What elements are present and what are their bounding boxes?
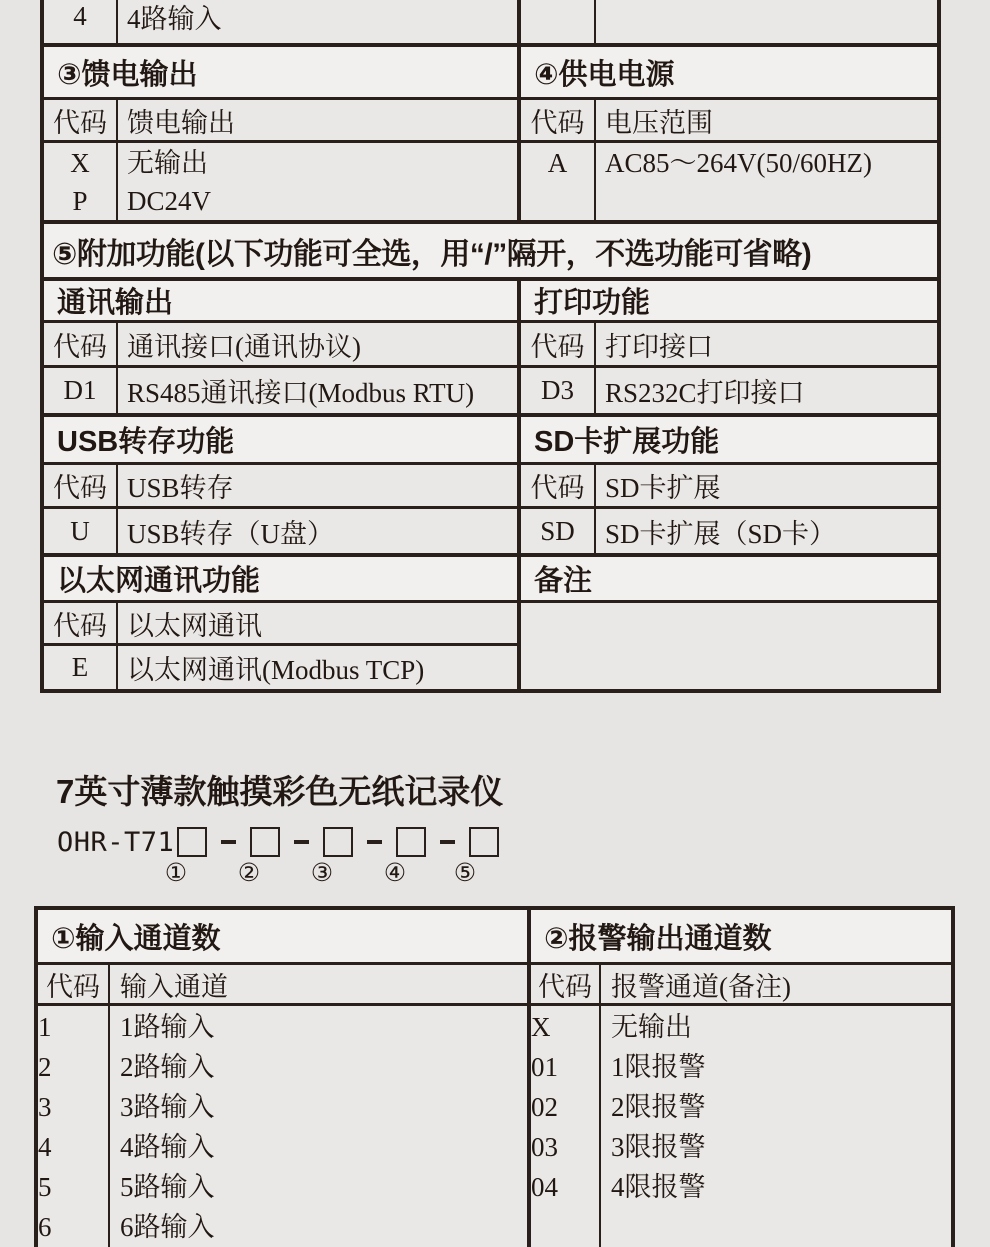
- code-value: 03: [531, 1132, 558, 1162]
- code-header: 代码: [44, 320, 116, 365]
- desc-values: [116, 140, 517, 220]
- desc-value: 4路输入: [120, 1132, 215, 1162]
- code-values: [38, 1003, 108, 1247]
- data-row-group: [44, 140, 937, 220]
- data-row: [44, 365, 937, 413]
- desc-value: 3限报警: [611, 1132, 706, 1162]
- data-row: [44, 643, 937, 689]
- section-title-sd-expansion: SD卡扩展功能: [517, 413, 937, 462]
- section-title-addon-functions: ⑤附加功能(以下功能可全选，用“/”隔开，不选功能可省略): [44, 220, 937, 277]
- desc-value: RS485通讯接口(Modbus RTU): [116, 365, 517, 413]
- desc-cell: 4路输入: [116, 0, 517, 43]
- code-header: 代码: [44, 462, 116, 506]
- data-row-group: [38, 1003, 951, 1247]
- dash-separator: [294, 840, 309, 844]
- position-label-3: ③: [310, 860, 334, 887]
- desc-value: USB转存（U盘）: [116, 506, 517, 553]
- desc-value: 4限报警: [611, 1172, 706, 1202]
- desc-cell-empty: [594, 0, 937, 43]
- desc-values: [108, 1003, 527, 1247]
- code-value: X: [531, 1012, 551, 1042]
- code-value: 5: [38, 1172, 52, 1202]
- section-header-row: [44, 220, 937, 277]
- desc-header: 通讯接口(通讯协议): [116, 320, 517, 365]
- code-cell-empty: [517, 0, 594, 43]
- desc-value: 3路输入: [120, 1092, 215, 1122]
- section-header-row: [44, 43, 937, 97]
- code-value: D3: [517, 365, 594, 413]
- model-prefix: OHR-T71: [57, 826, 175, 858]
- code-value: 1: [38, 1012, 52, 1042]
- section-title-alarm-channels: ②报警输出通道数: [527, 910, 951, 962]
- code-value: D1: [44, 365, 116, 413]
- desc-header: 以太网通讯: [116, 600, 517, 643]
- section-title-remarks: 备注: [517, 553, 937, 600]
- model-slot-box-3: [323, 827, 353, 857]
- desc-value: AC85～264V(50/60HZ): [605, 148, 872, 178]
- dash-separator: [221, 840, 236, 844]
- desc-value: 5路输入: [120, 1172, 215, 1202]
- code-value: 01: [531, 1052, 558, 1082]
- position-label-4: ④: [383, 860, 407, 887]
- desc-values: [599, 1003, 951, 1247]
- desc-value: 2路输入: [120, 1052, 215, 1082]
- desc-header: 报警通道(备注): [599, 962, 951, 1003]
- code-values: [527, 1003, 599, 1247]
- desc-value: 2限报警: [611, 1092, 706, 1122]
- desc-value: 以太网通讯(Modbus TCP): [116, 643, 517, 689]
- ordering-table-lower: [34, 906, 955, 1247]
- model-slot-box-5: [469, 827, 499, 857]
- column-header-row: [44, 462, 937, 506]
- desc-header: USB转存: [116, 462, 517, 506]
- model-slot-box-1: [177, 827, 207, 857]
- desc-value: 1路输入: [120, 1012, 215, 1042]
- dash-separator: [367, 840, 382, 844]
- code-header: 代码: [517, 97, 594, 140]
- position-label-1: ①: [164, 860, 188, 887]
- section-header-row: [44, 553, 937, 600]
- section-title-input-channels: ①输入通道数: [38, 910, 527, 962]
- desc-value: 1限报警: [611, 1052, 706, 1082]
- section-header-row: [44, 277, 937, 320]
- code-header: 代码: [517, 320, 594, 365]
- desc-header: 输入通道: [108, 962, 527, 1003]
- section-title-feed-output: ③馈电输出: [44, 43, 517, 97]
- code-value: P: [72, 186, 88, 216]
- model-slot-box-2: [250, 827, 280, 857]
- code-header: 代码: [517, 462, 594, 506]
- position-label-5: ⑤: [453, 860, 477, 887]
- section-header-row: [44, 413, 937, 462]
- section-title-usb-transfer: USB转存功能: [44, 413, 517, 462]
- ordering-table-upper: [40, 0, 941, 693]
- data-row: [44, 506, 937, 553]
- section-title-ethernet: 以太网通讯功能: [44, 553, 517, 600]
- code-value: X: [70, 148, 90, 178]
- product-title: 7英寸薄款触摸彩色无纸记录仪: [56, 773, 504, 810]
- desc-header: SD卡扩展: [594, 462, 937, 506]
- section-title-comm-output: 通讯输出: [44, 277, 517, 320]
- section-header-row: [38, 910, 951, 962]
- code-value: E: [44, 643, 116, 689]
- model-slot-box-4: [396, 827, 426, 857]
- code-header: 代码: [38, 962, 108, 1003]
- column-header-row: [44, 97, 937, 140]
- code-header: 代码: [44, 600, 116, 643]
- dash-separator: [440, 840, 455, 844]
- code-value: 04: [531, 1172, 558, 1202]
- section-title-print-function: 打印功能: [517, 277, 937, 320]
- table-row-partial: [44, 0, 937, 43]
- desc-value: DC24V: [127, 186, 212, 216]
- code-values: [44, 140, 116, 220]
- code-value: U: [44, 506, 116, 553]
- code-value: 02: [531, 1092, 558, 1122]
- column-header-row: [38, 962, 951, 1003]
- code-header: 代码: [44, 97, 116, 140]
- desc-header: 电压范围: [594, 97, 937, 140]
- code-cell: 4: [73, 1, 87, 31]
- code-value: 4: [38, 1132, 52, 1162]
- remarks-empty-cell: [517, 643, 937, 689]
- code-value: 2: [38, 1052, 52, 1082]
- column-header-row: [44, 600, 937, 643]
- code-values: [517, 140, 594, 220]
- position-label-2: ②: [237, 860, 261, 887]
- section-title-power-supply: ④供电电源: [517, 43, 937, 97]
- code-value: 3: [38, 1092, 52, 1122]
- desc-value: RS232C打印接口: [594, 365, 937, 413]
- desc-value: 6路输入: [120, 1212, 215, 1242]
- code-value: SD: [517, 506, 594, 553]
- desc-header: 打印接口: [594, 320, 937, 365]
- code-value: 6: [38, 1212, 52, 1242]
- desc-value: 无输出: [127, 148, 208, 178]
- desc-value: SD卡扩展（SD卡）: [594, 506, 937, 553]
- remarks-empty-cell: [517, 600, 937, 643]
- code-header: 代码: [527, 962, 599, 1003]
- desc-values: [594, 140, 937, 220]
- desc-value: 无输出: [611, 1012, 692, 1042]
- column-header-row: [44, 320, 937, 365]
- desc-header: 馈电输出: [116, 97, 517, 140]
- model-code-line: [57, 824, 499, 860]
- code-value: A: [547, 148, 568, 178]
